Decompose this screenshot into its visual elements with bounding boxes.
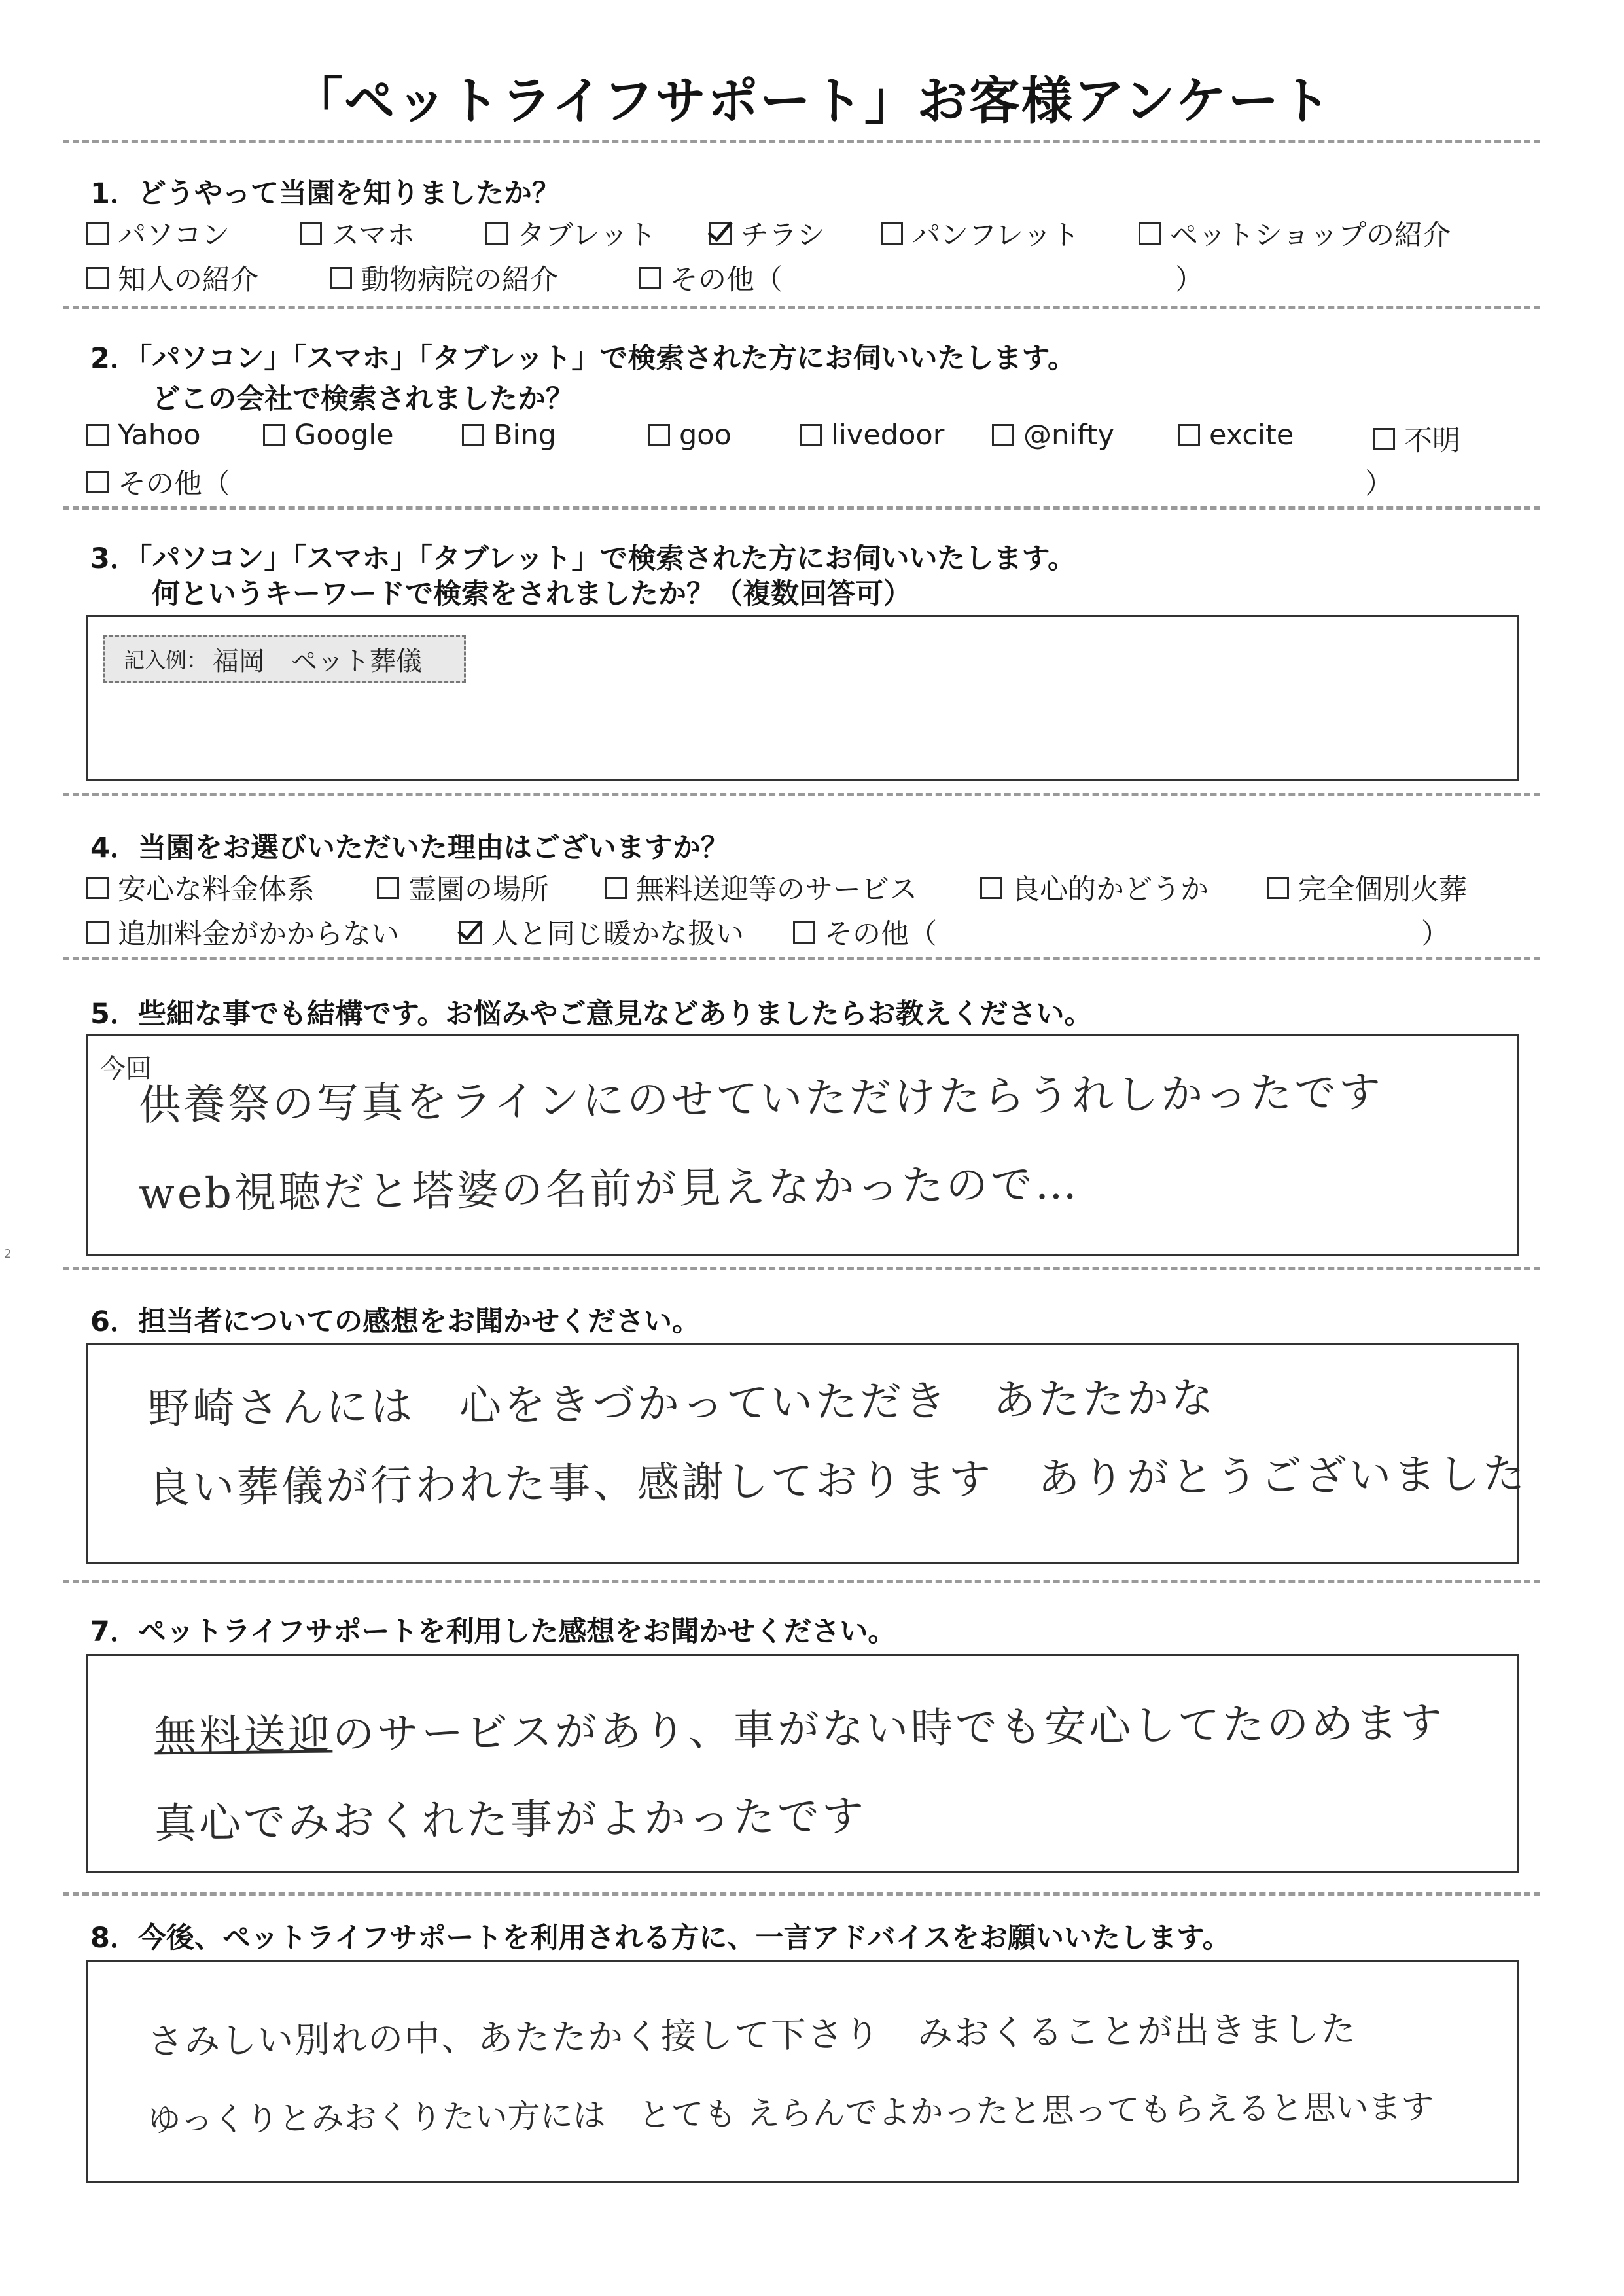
example-text: 福岡 ペット葬儀 <box>213 646 423 677</box>
q1-option-pamphlet[interactable]: パンフレット <box>881 213 1080 253</box>
q4-option-conscientious[interactable]: 良心的かどうか <box>980 868 1209 908</box>
q1-option-petshop[interactable]: ペットショップの紹介 <box>1139 213 1451 253</box>
checkbox[interactable] <box>639 267 661 289</box>
q1-option-flyer[interactable]: チラシ <box>709 213 825 253</box>
q8-answer-line1: さみしい別れの中、あたたかく接して下さり みおくることが出きました <box>147 2008 1358 2062</box>
checkbox[interactable] <box>86 921 109 944</box>
q6-question: 6．担当者についての感想をお聞かせください。 <box>90 1305 701 1338</box>
separator <box>63 1892 1540 1896</box>
checkbox[interactable] <box>1267 877 1289 899</box>
checkbox-checked[interactable] <box>459 921 482 944</box>
q1-option-smartphone[interactable]: スマホ <box>300 213 415 253</box>
checkbox[interactable] <box>86 222 109 245</box>
checkbox[interactable] <box>1139 222 1161 245</box>
q5-answer-line2: web視聴だと塔婆の名前が見えなかったので… <box>138 1160 1080 1219</box>
checkbox[interactable] <box>330 267 352 289</box>
checkbox[interactable] <box>793 921 815 944</box>
q3-question-line1: 3．「パソコン」「スマホ」「タブレット」で検索された方にお伺いいたします。 <box>90 542 1076 575</box>
checkbox[interactable] <box>377 877 399 899</box>
checkbox[interactable] <box>980 877 1002 899</box>
q1-question: 1．どうやって当園を知りましたか？ <box>90 177 560 210</box>
q2-option-other[interactable]: その他（ <box>86 462 230 502</box>
q6-answer-line2: 良い葬儀が行われた事、感謝しております ありがとうございました <box>147 1449 1528 1513</box>
q2-other-close: ） <box>1365 468 1393 501</box>
q4-option-free-pickup[interactable]: 無料送迎等のサービス <box>605 868 917 908</box>
q7-answer-line2: 真心でみおくれた事がよかったです <box>154 1792 867 1848</box>
q2-option-google[interactable]: Google <box>263 419 394 451</box>
q8-answer-box[interactable] <box>86 1960 1519 2183</box>
q7-question: 7．ペットライフサポートを利用した感想をお聞かせください。 <box>90 1616 896 1648</box>
checkbox[interactable] <box>992 424 1014 446</box>
q1-option-pc[interactable]: パソコン <box>86 213 230 253</box>
q3-question-line2: 何というキーワードで検索をされましたか？（複数回答可） <box>152 578 911 610</box>
separator <box>63 793 1540 796</box>
q4-question: 4．当園をお選びいただいた理由はございますか？ <box>90 832 729 864</box>
separator <box>63 506 1540 510</box>
q2-question-line1: 2．「パソコン」「スマホ」「タブレット」で検索された方にお伺いいたします。 <box>90 342 1076 375</box>
q8-question: 8．今後、ペットライフサポートを利用される方に、一言アドバイスをお願いいたします。 <box>90 1922 1231 1954</box>
q2-option-yahoo[interactable]: Yahoo <box>86 419 201 451</box>
q8-answer-line2: ゆっくりとみおくりたい方には とても えらんでよかったと思ってもらえると思います <box>147 2087 1434 2140</box>
survey-title: 「ペットライフサポート」お客様アンケート <box>291 72 1333 131</box>
margin-mark: 2 <box>4 1247 12 1261</box>
q6-answer-line1: 野崎さんには 心をきづかっていただき あたたかな <box>147 1374 1216 1434</box>
q2-option-nifty[interactable]: @nifty <box>992 419 1114 451</box>
q2-option-goo[interactable]: goo <box>648 419 732 451</box>
q7-answer-underlined: 無料送迎 <box>154 1710 333 1761</box>
checkbox[interactable] <box>86 471 109 493</box>
separator <box>63 1580 1540 1583</box>
checkbox[interactable] <box>86 267 109 289</box>
checkbox[interactable] <box>605 877 627 899</box>
checkbox[interactable] <box>485 222 508 245</box>
separator <box>63 306 1540 309</box>
q4-option-no-extra-fee[interactable]: 追加料金がかからない <box>86 912 399 952</box>
checkbox[interactable] <box>300 222 322 245</box>
separator <box>63 140 1540 143</box>
checkbox[interactable] <box>462 424 484 446</box>
q4-other-close: ） <box>1421 918 1449 951</box>
checkbox[interactable] <box>881 222 903 245</box>
q5-answer-line1: 供養祭の写真をラインにのせていただけたらうれしかったです <box>138 1069 1384 1130</box>
q7-answer-rest: のサービスがあり、車がない時でも安心してたのめます <box>332 1699 1445 1759</box>
q5-answer-note: 今回 <box>99 1053 152 1085</box>
q1-option-acquaintance[interactable]: 知人の紹介 <box>86 258 258 298</box>
checkbox[interactable] <box>263 424 285 446</box>
q3-example <box>103 635 466 683</box>
q4-option-other[interactable]: その他（ <box>793 912 937 952</box>
checkbox[interactable] <box>1178 424 1200 446</box>
checkbox[interactable] <box>86 877 109 899</box>
q4-option-individual-cremation[interactable]: 完全個別火葬 <box>1267 868 1467 908</box>
q2-question-line2: どこの会社で検索されましたか？ <box>152 383 574 415</box>
separator <box>63 1267 1540 1270</box>
q1-other-close: ） <box>1175 264 1203 296</box>
checkbox[interactable] <box>648 424 670 446</box>
q5-question: 5．些細な事でも結構です。お悩みやご意見などありましたらお教えください。 <box>90 998 1093 1031</box>
checkbox[interactable] <box>800 424 822 446</box>
q2-option-bing[interactable]: Bing <box>462 419 556 451</box>
q2-option-unknown[interactable]: 不明 <box>1373 419 1460 459</box>
separator <box>63 957 1540 960</box>
q2-option-livedoor[interactable]: livedoor <box>800 419 944 451</box>
example-label: 記入例： <box>124 648 208 673</box>
q4-option-location[interactable]: 霊園の場所 <box>377 868 549 908</box>
q1-option-tablet[interactable]: タブレット <box>485 213 656 253</box>
checkbox[interactable] <box>86 424 109 446</box>
q1-option-other[interactable]: その他（ <box>639 258 783 298</box>
checkbox-checked[interactable] <box>709 222 732 245</box>
q4-option-warm-treatment[interactable]: 人と同じ暖かな扱い <box>459 912 744 952</box>
q2-option-excite[interactable]: excite <box>1178 419 1294 451</box>
checkbox[interactable] <box>1373 428 1395 450</box>
q1-option-vet[interactable]: 動物病院の紹介 <box>330 258 558 298</box>
q4-option-pricing[interactable]: 安心な料金体系 <box>86 868 315 908</box>
